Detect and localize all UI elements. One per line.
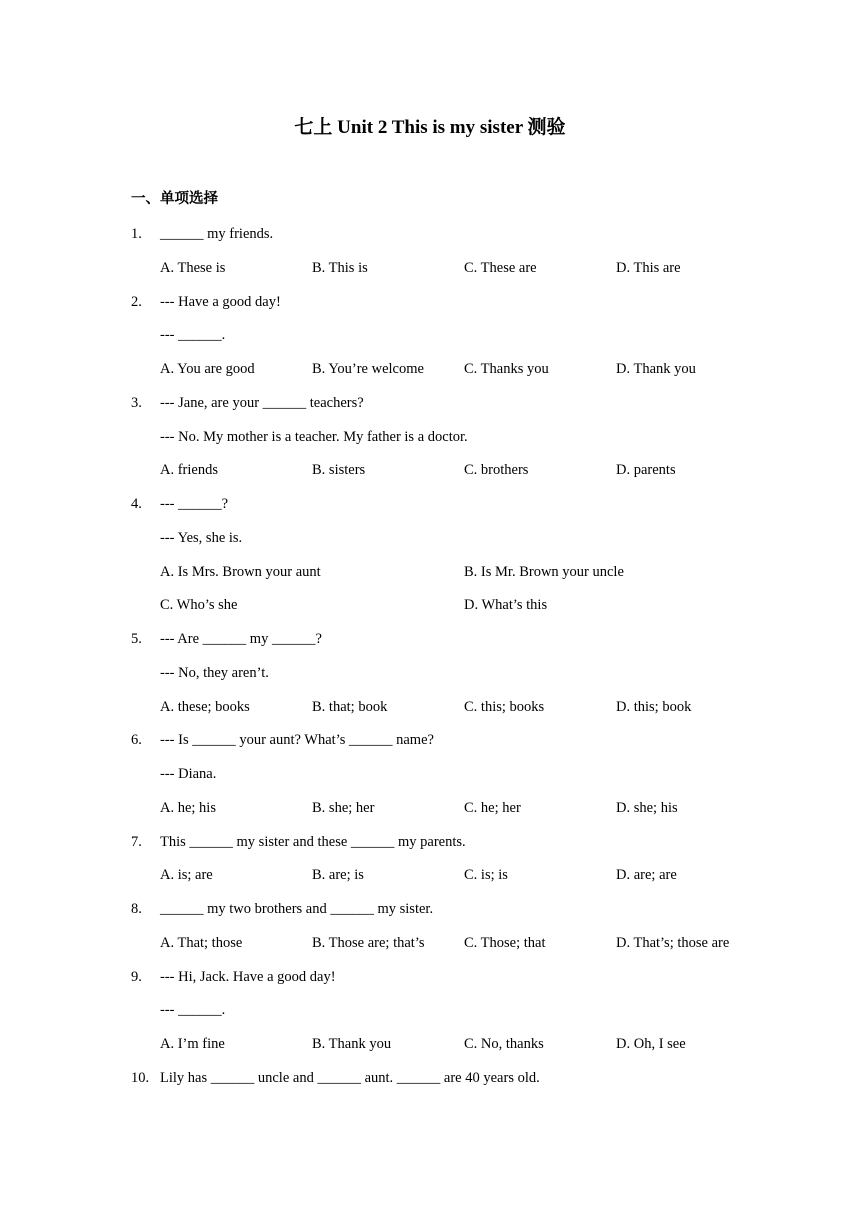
answer-option: A. You are good (160, 361, 255, 377)
answer-option: B. Is Mr. Brown your uncle (464, 563, 624, 580)
question-number: 1. (131, 226, 142, 242)
answer-option: D. Thank you (616, 361, 696, 377)
question-number: 2. (131, 293, 142, 310)
question-text: --- ______. (160, 327, 226, 344)
question-text: --- Diana. (160, 766, 217, 782)
answer-option: A. he; his (160, 799, 216, 816)
options-row (0, 359, 860, 393)
options-row (0, 258, 860, 292)
question-line (0, 899, 860, 933)
question-line (0, 224, 860, 258)
options-row (0, 460, 860, 494)
answer-option: D. this; book (616, 698, 692, 715)
question-line (0, 1068, 860, 1102)
options-row (0, 933, 860, 967)
question-line (0, 292, 860, 326)
answer-option: C. brothers (464, 462, 529, 479)
question-number: 8. (131, 901, 142, 917)
question-text: --- Hi, Jack. Have a good day! (160, 968, 336, 985)
question-line (0, 967, 860, 1001)
question-line (0, 393, 860, 427)
question-line (0, 427, 860, 461)
question-text: --- Are ______ my ______? (160, 631, 322, 647)
question-text: --- Is ______ your aunt? What’s ______ name? (160, 732, 434, 749)
answer-option: A. these; books (160, 698, 250, 715)
question-text: Lily has ______ uncle and ______ aunt. ______ are 40 years old. (160, 1069, 540, 1086)
answer-option: D. Oh, I see (616, 1036, 686, 1052)
question-number: 6. (131, 732, 142, 749)
question-text: --- Have a good day! (160, 293, 281, 310)
answer-option: A. These is (160, 259, 226, 276)
options-row (0, 697, 860, 731)
answer-option: C. Those; that (464, 934, 546, 951)
answer-option: B. Thank you (312, 1036, 392, 1052)
answer-option: C. this; books (464, 698, 545, 715)
answer-option: A. I’m fine (160, 1036, 225, 1052)
answer-option: B. This is (312, 259, 368, 276)
answer-option: D. parents (616, 462, 676, 479)
answer-option: A. friends (160, 462, 218, 479)
question-text: --- Yes, she is. (160, 529, 243, 546)
question-number: 5. (131, 631, 142, 647)
answer-option: A. That; those (160, 934, 243, 951)
question-text: ______ my friends. (160, 226, 274, 242)
question-list (0, 224, 860, 1102)
answer-option: C. is; is (464, 867, 508, 884)
answer-option: D. That’s; those are (616, 934, 730, 951)
question-number: 3. (131, 394, 142, 411)
section-heading: 一、单项选择 (131, 191, 218, 207)
answer-option: D. are; are (616, 867, 677, 884)
answer-option: C. These are (464, 259, 537, 276)
answer-option: A. Is Mrs. Brown your aunt (160, 563, 321, 580)
question-number: 4. (131, 496, 142, 512)
answer-option: C. Thanks you (464, 361, 549, 377)
question-text: ______ my two brothers and ______ my sister. (160, 901, 434, 917)
answer-option: B. You’re welcome (312, 361, 424, 377)
answer-option: B. Those are; that’s (312, 934, 425, 951)
question-line (0, 730, 860, 764)
question-text: --- No. My mother is a teacher. My father is a doctor. (160, 428, 468, 445)
answer-option: B. sisters (312, 462, 366, 479)
question-line (0, 528, 860, 562)
options-row (0, 562, 860, 596)
question-number: 10. (131, 1069, 150, 1086)
question-line (0, 764, 860, 798)
question-line (0, 663, 860, 697)
question-line (0, 494, 860, 528)
options-row (0, 798, 860, 832)
answer-option: D. What’s this (464, 597, 548, 614)
question-line (0, 1000, 860, 1034)
question-text: --- No, they aren’t. (160, 664, 269, 681)
answer-option: D. she; his (616, 799, 678, 816)
answer-option: B. are; is (312, 867, 364, 884)
answer-option: A. is; are (160, 867, 213, 884)
answer-option: B. that; book (312, 698, 388, 715)
answer-option: C. Who’s she (160, 597, 238, 614)
question-text: --- ______? (160, 496, 229, 512)
question-line (0, 325, 860, 359)
answer-option: B. she; her (312, 799, 375, 816)
question-text: This ______ my sister and these ______ my parents. (160, 833, 466, 850)
question-line (0, 629, 860, 663)
options-row (0, 595, 860, 629)
options-row (0, 865, 860, 899)
question-number: 7. (131, 833, 142, 850)
question-number: 9. (131, 968, 142, 985)
question-line (0, 832, 860, 866)
question-text: --- Jane, are your ______ teachers? (160, 394, 364, 411)
answer-option: C. he; her (464, 799, 521, 816)
page-title: 七上 Unit 2 This is my sister 测验 (294, 117, 566, 138)
answer-option: C. No, thanks (464, 1036, 544, 1052)
options-row (0, 1034, 860, 1068)
question-text: --- ______. (160, 1002, 226, 1019)
answer-option: D. This are (616, 259, 681, 276)
